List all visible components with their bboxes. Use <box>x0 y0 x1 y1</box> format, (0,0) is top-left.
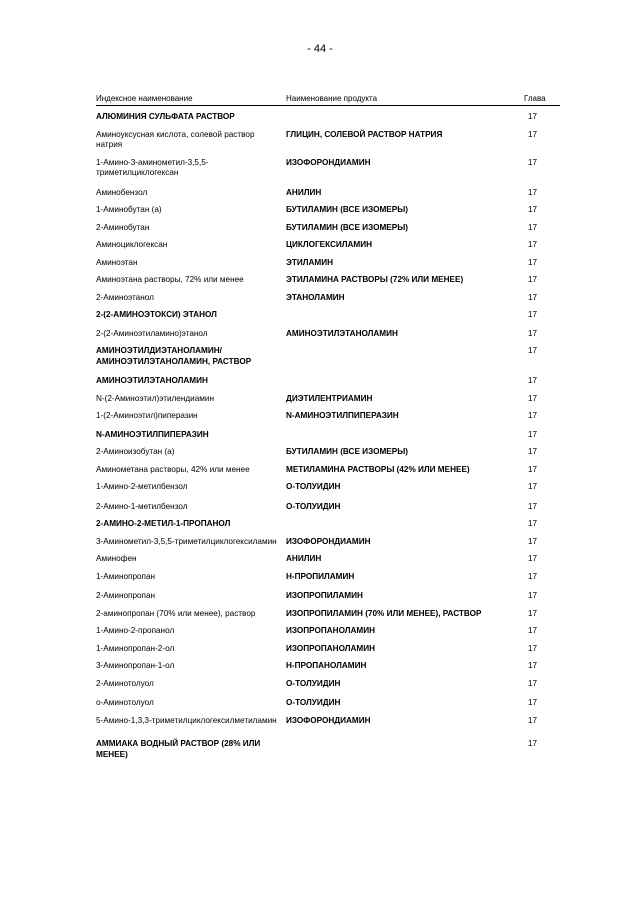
chapter-cell: 17 <box>528 292 538 302</box>
index-name-cell: АМИНОЭТИЛДИЭТАНОЛАМИН/ АМИНОЭТИЛЭТАНОЛАМИН, РАСТВОР <box>96 346 252 366</box>
index-name-cell: Аминоэтан <box>96 257 138 267</box>
index-name-cell: АММИАКА ВОДНЫЙ РАСТВОР (28% ИЛИ МЕНЕЕ) <box>96 739 261 759</box>
table-row <box>96 713 560 731</box>
table-row <box>96 551 560 569</box>
product-name-cell: АМИНОЭТИЛЭТАНОЛАМИН <box>286 328 398 338</box>
product-name-cell: ИЗОФОРОНДИАМИН <box>286 536 371 546</box>
index-name-cell: 2-АМИНО-2-МЕТИЛ-1-ПРОПАНОЛ <box>96 519 231 528</box>
product-name-cell: О-ТОЛУИДИН <box>286 678 341 688</box>
index-name-cell: 2-Аминоизобутан (а) <box>96 447 175 456</box>
index-name-cell: Аминометана растворы, 42% или менее <box>96 464 250 474</box>
chapter-cell: 17 <box>528 571 538 581</box>
table-row <box>96 307 560 325</box>
index-name-cell: 2-Аминобутан <box>96 222 150 232</box>
product-name-cell: АНИЛИН <box>286 554 322 563</box>
table-row <box>96 391 560 409</box>
table-body <box>96 109 560 764</box>
chapter-cell: 17 <box>528 501 538 511</box>
index-name-cell: 2-Аминотолуол <box>96 678 154 688</box>
chapter-cell: 17 <box>528 661 538 670</box>
index-name-cell: 2-(2-АМИНОЭТОКСИ) ЭТАНОЛ <box>96 310 217 319</box>
table-row <box>96 109 560 127</box>
index-name-cell: 1-Аминобутан (а) <box>96 205 162 214</box>
product-name-cell <box>286 112 524 123</box>
table-row <box>96 373 560 391</box>
header-product-name: Наименование продукта <box>286 94 378 103</box>
chapter-cell: 17 <box>528 739 538 748</box>
chapter-cell: 17 <box>528 678 538 688</box>
chapter-cell: 17 <box>528 222 538 232</box>
chapter-cell: 17 <box>528 275 538 284</box>
product-name-cell: ИЗОПРОПАНОЛАМИН <box>286 626 376 635</box>
table-row <box>96 220 560 238</box>
product-name-cell: АНИЛИН <box>286 187 322 197</box>
product-name-cell <box>286 739 524 760</box>
table-row <box>96 185 560 203</box>
chapter-cell: 17 <box>528 447 538 456</box>
product-name-cell: О-ТОЛУИДИН <box>286 501 341 511</box>
header-chapter: Глава <box>524 94 546 103</box>
product-name-cell: О-ТОЛУИДИН <box>286 698 341 707</box>
page-number: - 44 - <box>307 43 333 55</box>
product-name-cell: ЭТАНОЛАМИН <box>286 292 345 302</box>
index-name-cell: 2-Амино-1-метилбензол <box>96 501 188 511</box>
chapter-cell: 17 <box>528 240 538 249</box>
index-name-cell: Аминоэтана растворы, 72% или менее <box>96 275 244 284</box>
table-row <box>96 623 560 641</box>
table-row <box>96 427 560 445</box>
product-name-cell: Н-ПРОПИЛАМИН <box>286 571 355 581</box>
index-name-cell: 5-Амино-1,3,3-триметилциклогексилметиламин <box>96 715 277 725</box>
index-name-cell: Аминобензол <box>96 187 148 197</box>
product-name-cell: О-ТОЛУИДИН <box>286 482 341 491</box>
index-name-cell: N-(2-Аминоэтил)этилендиамин <box>96 393 215 403</box>
chapter-cell: 17 <box>528 591 538 600</box>
product-name-cell <box>286 430 524 441</box>
chapter-cell: 17 <box>528 328 538 338</box>
table-row <box>96 676 560 694</box>
chapter-cell: 17 <box>528 187 538 197</box>
header-rule <box>96 105 560 106</box>
index-name-cell: 1-Аминопропан-2-ол <box>96 643 175 653</box>
product-name-cell: ИЗОФОРОНДИАМИН <box>286 715 371 725</box>
chapter-cell: 17 <box>528 536 538 546</box>
table-row <box>96 516 560 534</box>
product-name-cell: ЭТИЛАМИНА РАСТВОРЫ (72% ИЛИ МЕНЕЕ) <box>286 275 464 284</box>
table-row <box>96 255 560 273</box>
table-row <box>96 606 560 624</box>
product-name-cell: ИЗОПРОПИЛАМИН <box>286 591 363 600</box>
chapter-cell: 17 <box>528 376 538 385</box>
index-name-cell: 1-Аминопропан <box>96 571 156 581</box>
index-name-cell: 3-Аминометил-3,5,5-триметилциклогексиламин <box>96 536 277 546</box>
product-name-cell: МЕТИЛАМИНА РАСТВОРЫ (42% ИЛИ МЕНЕЕ) <box>286 464 470 474</box>
chapter-cell: 17 <box>528 129 538 139</box>
product-name-cell: БУТИЛАМИН (ВСЕ ИЗОМЕРЫ) <box>286 222 408 232</box>
chapter-cell: 17 <box>528 393 538 403</box>
product-name-cell: ИЗОФОРОНДИАМИН <box>286 157 371 167</box>
table-row <box>96 658 560 676</box>
chapter-cell: 17 <box>528 205 538 214</box>
product-name-cell: Н-ПРОПАНОЛАМИН <box>286 661 367 670</box>
chapter-cell: 17 <box>528 715 538 725</box>
table-row <box>96 695 560 713</box>
index-name-cell: 1-Амино-2-метилбензол <box>96 482 188 491</box>
chapter-cell: 17 <box>528 346 538 355</box>
product-name-cell: ЦИКЛОГЕКСИЛАМИН <box>286 240 373 249</box>
product-name-cell: ИЗОПРОПИЛАМИН (70% ИЛИ МЕНЕЕ), РАСТВОР <box>286 608 482 618</box>
chapter-cell: 17 <box>528 429 538 439</box>
product-name-cell: БУТИЛАМИН (ВСЕ ИЗОМЕРЫ) <box>286 447 408 456</box>
table-row <box>96 237 560 255</box>
table-row <box>96 462 560 480</box>
index-name-cell: о-Аминотолуол <box>96 698 154 707</box>
table-row <box>96 155 560 183</box>
product-name-cell: ЭТИЛАМИН <box>286 257 333 267</box>
product-name-cell: ГЛИЦИН, СОЛЕВОЙ РАСТВОР НАТРИЯ <box>286 129 443 139</box>
index-name-cell: 2-аминопропан (70% или менее), раствор <box>96 608 256 618</box>
index-name-cell: 2-(2-Аминоэтиламино)этанол <box>96 328 208 338</box>
index-name-cell: 1-(2-Аминоэтил)пиперазин <box>96 411 198 420</box>
product-name-cell <box>286 376 524 387</box>
chapter-cell: 17 <box>528 112 538 121</box>
chapter-cell: 17 <box>528 608 538 618</box>
index-name-cell: АЛЮМИНИЯ СУЛЬФАТА РАСТВОР <box>96 112 235 121</box>
table-row <box>96 736 560 764</box>
chapter-cell: 17 <box>528 157 538 167</box>
table-row <box>96 343 560 371</box>
index-name-cell: N-АМИНОЭТИЛПИПЕРАЗИН <box>96 429 209 439</box>
table-row <box>96 534 560 552</box>
chapter-cell: 17 <box>528 626 538 635</box>
chapter-cell: 17 <box>528 643 538 653</box>
index-name-cell: 3-Аминопропан-1-ол <box>96 661 175 670</box>
chapter-cell: 17 <box>528 698 538 707</box>
index-name-cell: 1-Амино-3-аминометил-3,5,5-триметилциклогексан <box>96 157 209 177</box>
header-index-name: Индексное наименование <box>96 94 193 103</box>
table-row <box>96 569 560 587</box>
index-name-cell: 2-Аминоэтанол <box>96 292 154 302</box>
product-name-cell <box>286 310 524 321</box>
table-row <box>96 588 560 606</box>
product-name-cell: N-АМИНОЭТИЛПИПЕРАЗИН <box>286 411 399 420</box>
product-name-cell <box>286 346 524 367</box>
chapter-cell: 17 <box>528 519 538 528</box>
index-name-cell: Аминоциклогексан <box>96 240 168 249</box>
table-row <box>96 127 560 155</box>
index-name-cell: АМИНОЭТИЛЭТАНОЛАМИН <box>96 376 208 385</box>
product-name-cell: ДИЭТИЛЕНТРИАМИН <box>286 393 373 403</box>
index-name-cell: Аминофен <box>96 554 137 563</box>
chapter-cell: 17 <box>528 554 538 563</box>
table-row <box>96 479 560 497</box>
table-row <box>96 326 560 344</box>
index-name-cell: Аминоуксусная кислота, солевой раствор натрия <box>96 129 255 149</box>
table-row <box>96 408 560 426</box>
table-row <box>96 444 560 462</box>
table-row <box>96 290 560 308</box>
chapter-cell: 17 <box>528 482 538 491</box>
table-row <box>96 499 560 517</box>
chapter-cell: 17 <box>528 411 538 420</box>
table-row <box>96 641 560 659</box>
chapter-cell: 17 <box>528 257 538 267</box>
product-name-cell: БУТИЛАМИН (ВСЕ ИЗОМЕРЫ) <box>286 205 408 214</box>
chapter-cell: 17 <box>528 310 538 319</box>
product-name-cell: ИЗОПРОПАНОЛАМИН <box>286 643 376 653</box>
table-row <box>96 202 560 220</box>
table-row <box>96 272 560 290</box>
index-name-cell: 2-Аминопропан <box>96 591 156 600</box>
index-name-cell: 1-Амино-2-пропанол <box>96 626 175 635</box>
product-name-cell <box>286 519 524 530</box>
chapter-cell: 17 <box>528 464 538 474</box>
